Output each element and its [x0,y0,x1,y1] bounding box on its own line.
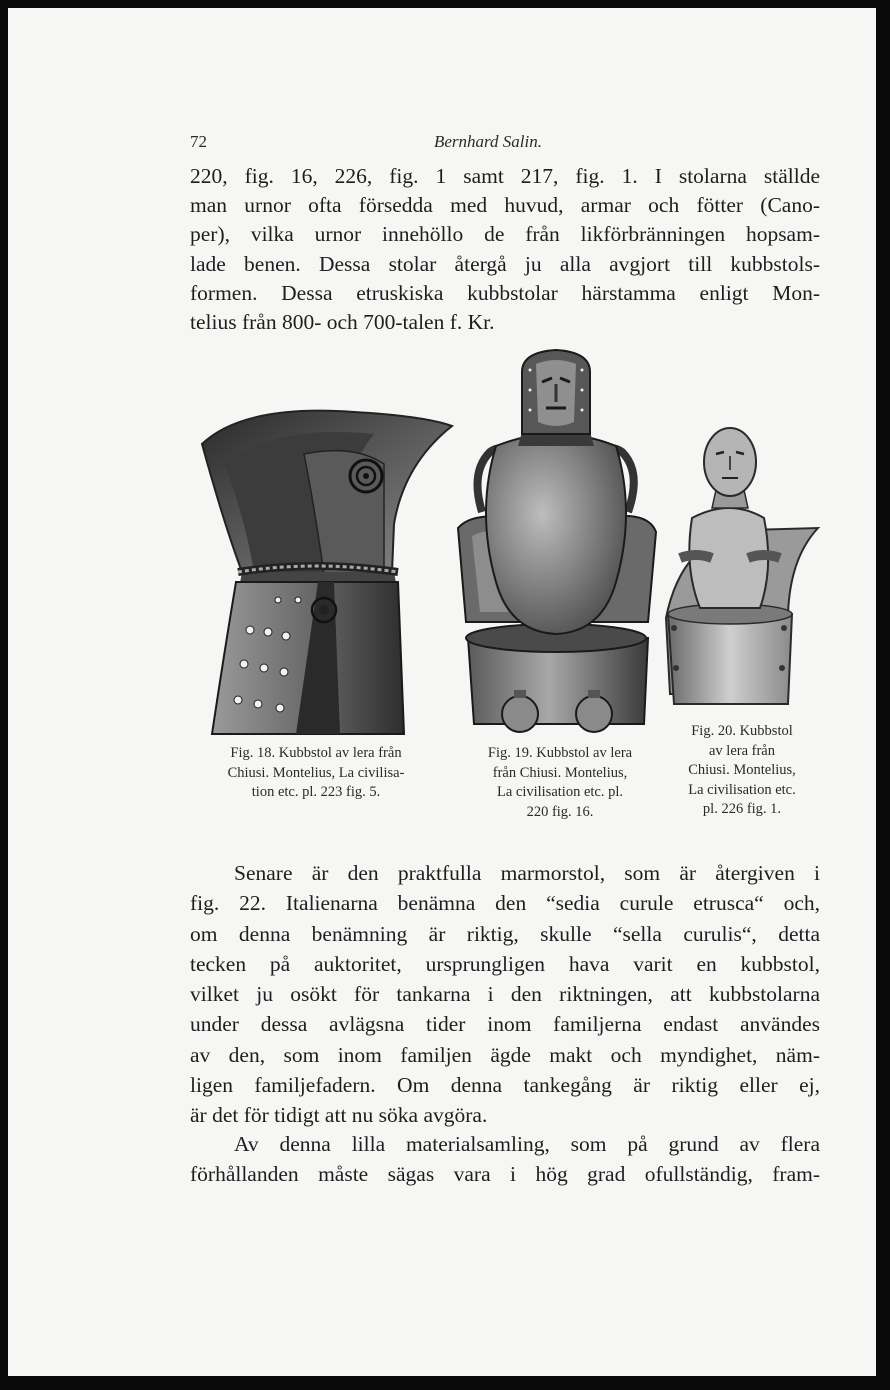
text-line: om denna benämning är riktig, skulle “sella curulis“, detta [190,921,820,946]
caption-line: Fig. 19. Kubbstol av lera [487,745,633,761]
figure-20-caption [660,722,824,820]
caption-line: pl. 226 fig. 1. [702,801,782,817]
caption-line: av lera från [708,742,775,759]
caption-line: Chiusi. Montelius, La civilisa- [227,764,405,781]
text-line: telius från 800- och 700-talen f. Kr. [190,310,495,335]
figure-20-chair-with-figure [652,418,820,718]
text-line: Av denna lilla materialsamling, som på grund av flera [234,1132,820,1156]
text-line: förhållanden måste sägas vara i hög grad ofullständig, fram- [190,1162,820,1187]
text-line: Senare är den praktfulla marmorstol, som är återgiven i [234,861,820,885]
caption-line: Fig. 20. Kubbstol [691,723,793,739]
text-line: tecken på auktoritet, ursprungligen hava varit en kubbstol, [190,951,820,976]
text-line: 220, fig. 16, 226, fig. 1 samt 217, fig. 1. I stolarna ställde [190,164,820,188]
caption-line: tion etc. pl. 223 fig. 5. [251,784,381,800]
running-header [8,132,876,156]
text-line: formen. Dessa etruskiska kubbstolar härstamma enligt Mon- [190,280,820,305]
text-line: fig. 22. Italienarna benämna den “sedia curule etrusca“ och, [190,891,820,916]
caption-line: La civilisation etc. pl. [496,784,624,800]
page-number: 72 [190,132,207,151]
text-line: per), vilka urnor innehöllo de från likförbränningen hopsam- [190,222,820,247]
text-line: under dessa avlägsna tider inom familjerna endast användes [190,1012,820,1037]
text-line: av den, som inom familjen ägde makt och myndighet, näm- [190,1042,820,1067]
figure-19-chair-with-urn [452,342,658,738]
caption-line: från Chiusi. Montelius, [492,764,628,781]
paragraph-2 [190,858,820,1131]
paragraph-1 [190,162,820,337]
figure-18-caption [196,744,436,803]
text-line: vilket ju osökt för tankarna i den riktningen, att kubbstolarna [190,982,820,1007]
caption-line: La civilisation etc. [688,781,796,798]
figure-19-caption [460,744,660,822]
text-line: lade benen. Dessa stolar återgå ju alla avgjort till kubbstols- [190,251,820,276]
text-line: ligen familjefadern. Om denna tankegång är riktig eller ej, [190,1073,820,1098]
running-head-author: Bernhard Salin. [434,132,542,151]
caption-line: Fig. 18. Kubbstol av lera från [230,745,402,761]
caption-line: Chiusi. Montelius, [688,762,796,778]
text-line: man urnor ofta försedda med huvud, armar och fötter (Cano- [190,193,820,218]
paragraph-3 [190,1129,820,1190]
figure-18-cube-chair [184,404,454,740]
caption-line: 220 fig. 16. [526,803,594,820]
book-page [8,8,876,1376]
text-line: är det för tidigt att nu söka avgöra. [190,1103,488,1128]
